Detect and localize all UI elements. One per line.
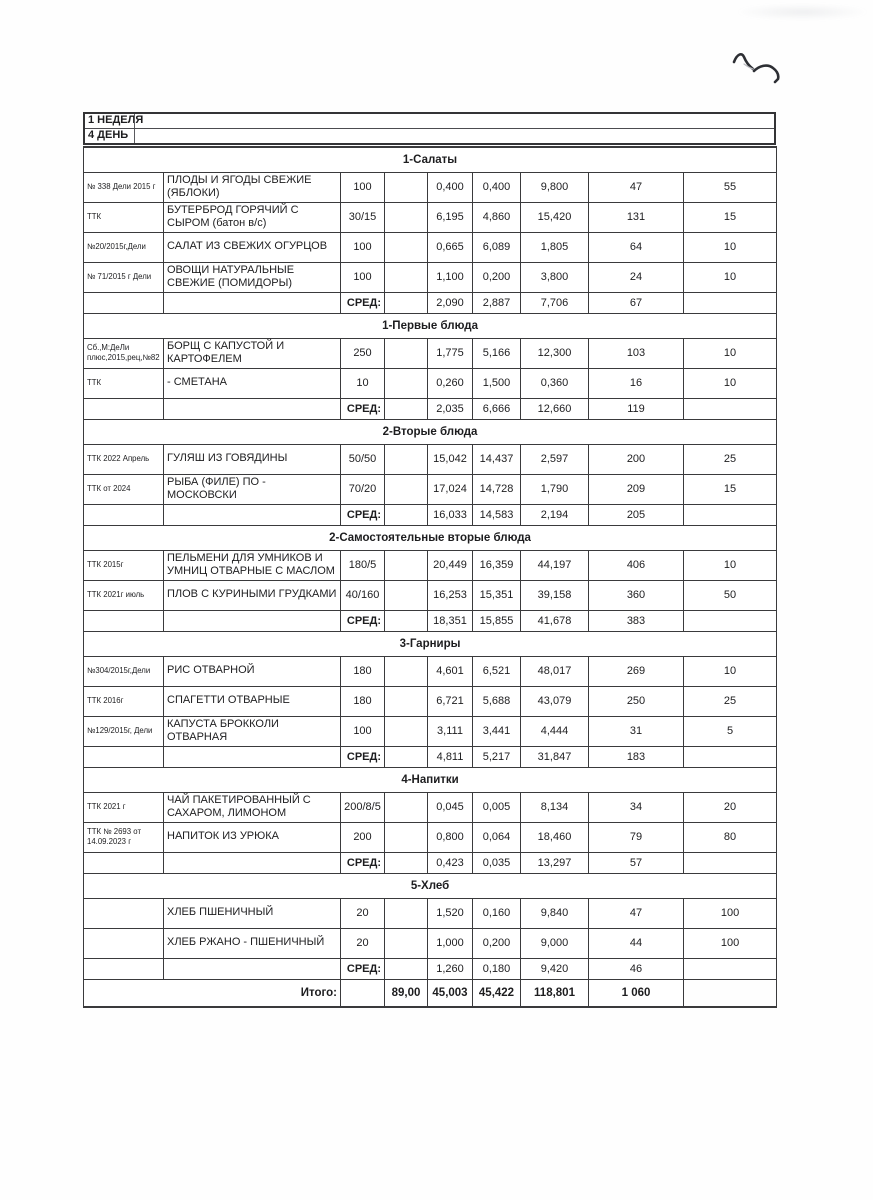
table-row bbox=[84, 368, 777, 398]
day-row bbox=[85, 128, 774, 143]
table-row bbox=[84, 147, 777, 172]
dish-name-cell: БОРЩ С КАПУСТОЙ И КАРТОФЕЛЕМ bbox=[164, 338, 341, 368]
empty-cell bbox=[385, 504, 428, 525]
portion-cell: 100 bbox=[341, 232, 385, 262]
menu-table bbox=[83, 146, 777, 1008]
value-cell: 15 bbox=[684, 474, 777, 504]
value-cell: 47 bbox=[589, 898, 684, 928]
empty-cell bbox=[385, 368, 428, 398]
empty-cell bbox=[164, 610, 341, 631]
portion-cell: 200 bbox=[341, 822, 385, 852]
value-cell: 44,197 bbox=[521, 550, 589, 580]
value-cell: 6,721 bbox=[428, 686, 473, 716]
value-cell: 47 bbox=[589, 172, 684, 202]
value-cell: 20 bbox=[684, 792, 777, 822]
value-cell: 4,860 bbox=[473, 202, 521, 232]
portion-cell: 100 bbox=[341, 716, 385, 746]
total-value-cell: 45,422 bbox=[473, 979, 521, 1007]
value-cell: 3,111 bbox=[428, 716, 473, 746]
section-header-row bbox=[84, 313, 777, 338]
portion-cell: 70/20 bbox=[341, 474, 385, 504]
empty-cell bbox=[385, 292, 428, 313]
avg-value-cell bbox=[684, 398, 777, 419]
avg-value-cell bbox=[684, 610, 777, 631]
total-value-cell: 1 060 bbox=[589, 979, 684, 1007]
value-cell: 0,045 bbox=[428, 792, 473, 822]
portion-cell: 180 bbox=[341, 656, 385, 686]
table-row bbox=[84, 550, 777, 580]
value-cell: 5,688 bbox=[473, 686, 521, 716]
value-cell: 5 bbox=[684, 716, 777, 746]
portion-cell: 100 bbox=[341, 262, 385, 292]
value-cell: 48,017 bbox=[521, 656, 589, 686]
table-row bbox=[84, 928, 777, 958]
empty-cell bbox=[385, 792, 428, 822]
avg-value-cell: 205 bbox=[589, 504, 684, 525]
section-header-row bbox=[84, 419, 777, 444]
portion-cell: 200/8/5 bbox=[341, 792, 385, 822]
table-row bbox=[84, 444, 777, 474]
value-cell: 6,521 bbox=[473, 656, 521, 686]
empty-cell bbox=[385, 686, 428, 716]
value-cell: 18,460 bbox=[521, 822, 589, 852]
avg-value-cell: 2,035 bbox=[428, 398, 473, 419]
empty-cell bbox=[84, 958, 164, 979]
section-title: 5-Хлеб bbox=[84, 873, 777, 898]
empty-cell bbox=[164, 292, 341, 313]
avg-value-cell: 0,423 bbox=[428, 852, 473, 873]
avg-value-cell: 46 bbox=[589, 958, 684, 979]
value-cell: 4,601 bbox=[428, 656, 473, 686]
table-row bbox=[84, 686, 777, 716]
value-cell: 31 bbox=[589, 716, 684, 746]
table-row bbox=[84, 172, 777, 202]
value-cell: 8,134 bbox=[521, 792, 589, 822]
table-row bbox=[84, 580, 777, 610]
dish-name-cell: ЧАЙ ПАКЕТИРОВАННЫЙ С САХАРОМ, ЛИМОНОМ bbox=[164, 792, 341, 822]
empty-cell bbox=[385, 398, 428, 419]
value-cell: 269 bbox=[589, 656, 684, 686]
value-cell: 1,000 bbox=[428, 928, 473, 958]
avg-value-cell: 0,180 bbox=[473, 958, 521, 979]
value-cell: 1,500 bbox=[473, 368, 521, 398]
value-cell: 15,420 bbox=[521, 202, 589, 232]
section-title: 4-Напитки bbox=[84, 767, 777, 792]
section-title: 2-Самостоятельные вторые блюда bbox=[84, 525, 777, 550]
value-cell: 17,024 bbox=[428, 474, 473, 504]
dish-name-cell: СПАГЕТТИ ОТВАРНЫЕ bbox=[164, 686, 341, 716]
week-row bbox=[85, 114, 774, 128]
empty-cell bbox=[385, 822, 428, 852]
value-cell: 1,805 bbox=[521, 232, 589, 262]
section-header-row bbox=[84, 767, 777, 792]
portion-cell: 50/50 bbox=[341, 444, 385, 474]
avg-value-cell: 383 bbox=[589, 610, 684, 631]
avg-value-cell: 2,194 bbox=[521, 504, 589, 525]
avg-label-cell: СРЕД: bbox=[341, 746, 385, 767]
avg-value-cell bbox=[684, 746, 777, 767]
recipe-ref-cell: №304/2015г,Дели bbox=[84, 656, 164, 686]
empty-cell bbox=[84, 398, 164, 419]
dish-name-cell: ОВОЩИ НАТУРАЛЬНЫЕ СВЕЖИЕ (ПОМИДОРЫ) bbox=[164, 262, 341, 292]
empty-cell bbox=[84, 292, 164, 313]
total-label-cell: Итого: bbox=[84, 979, 341, 1007]
value-cell: 3,800 bbox=[521, 262, 589, 292]
value-cell: 0,160 bbox=[473, 898, 521, 928]
avg-value-cell: 57 bbox=[589, 852, 684, 873]
value-cell: 43,079 bbox=[521, 686, 589, 716]
section-header-row bbox=[84, 525, 777, 550]
avg-value-cell: 4,811 bbox=[428, 746, 473, 767]
recipe-ref-cell: ТТК bbox=[84, 368, 164, 398]
table-row bbox=[84, 474, 777, 504]
value-cell: 100 bbox=[684, 898, 777, 928]
value-cell: 0,360 bbox=[521, 368, 589, 398]
pen-squiggle-mark bbox=[690, 38, 810, 108]
empty-cell bbox=[84, 610, 164, 631]
empty-cell bbox=[164, 852, 341, 873]
value-cell: 24 bbox=[589, 262, 684, 292]
empty-cell bbox=[385, 338, 428, 368]
empty-cell bbox=[385, 550, 428, 580]
value-cell: 15 bbox=[684, 202, 777, 232]
avg-value-cell: 14,583 bbox=[473, 504, 521, 525]
value-cell: 34 bbox=[589, 792, 684, 822]
week-day-header bbox=[83, 112, 776, 145]
recipe-ref-cell: ТТК bbox=[84, 202, 164, 232]
recipe-ref-cell: ТТК № 2693 от 14.09.2023 г bbox=[84, 822, 164, 852]
value-cell: 20,449 bbox=[428, 550, 473, 580]
value-cell: 79 bbox=[589, 822, 684, 852]
empty-cell bbox=[164, 958, 341, 979]
table-row bbox=[84, 292, 777, 313]
avg-value-cell: 2,887 bbox=[473, 292, 521, 313]
value-cell: 50 bbox=[684, 580, 777, 610]
value-cell: 15,351 bbox=[473, 580, 521, 610]
value-cell: 80 bbox=[684, 822, 777, 852]
value-cell: 10 bbox=[684, 550, 777, 580]
avg-value-cell: 67 bbox=[589, 292, 684, 313]
portion-cell: 100 bbox=[341, 172, 385, 202]
recipe-ref-cell: № 338 Дели 2015 г bbox=[84, 172, 164, 202]
dish-name-cell: НАПИТОК ИЗ УРЮКА bbox=[164, 822, 341, 852]
value-cell: 9,840 bbox=[521, 898, 589, 928]
avg-value-cell: 41,678 bbox=[521, 610, 589, 631]
value-cell: 39,158 bbox=[521, 580, 589, 610]
recipe-ref-cell: Сб.,М:ДеЛи плюс,2015,рец,№82 bbox=[84, 338, 164, 368]
empty-cell bbox=[385, 232, 428, 262]
value-cell: 16 bbox=[589, 368, 684, 398]
recipe-ref-cell: №20/2015г,Дели bbox=[84, 232, 164, 262]
recipe-ref-cell: ТТК 2021г июль bbox=[84, 580, 164, 610]
table-row bbox=[84, 716, 777, 746]
value-cell: 360 bbox=[589, 580, 684, 610]
avg-value-cell: 2,090 bbox=[428, 292, 473, 313]
dish-name-cell: САЛАТ ИЗ СВЕЖИХ ОГУРЦОВ bbox=[164, 232, 341, 262]
value-cell: 0,400 bbox=[428, 172, 473, 202]
value-cell: 0,200 bbox=[473, 928, 521, 958]
value-cell: 0,064 bbox=[473, 822, 521, 852]
avg-value-cell: 12,660 bbox=[521, 398, 589, 419]
dish-name-cell: ХЛЕБ ПШЕНИЧНЫЙ bbox=[164, 898, 341, 928]
table-row bbox=[84, 746, 777, 767]
dish-name-cell: ПЛОВ С КУРИНЫМИ ГРУДКАМИ bbox=[164, 580, 341, 610]
table-row bbox=[84, 202, 777, 232]
value-cell: 1,775 bbox=[428, 338, 473, 368]
table-row bbox=[84, 898, 777, 928]
dish-name-cell: КАПУСТА БРОККОЛИ ОТВАРНАЯ bbox=[164, 716, 341, 746]
section-title: 1-Первые блюда bbox=[84, 313, 777, 338]
value-cell: 131 bbox=[589, 202, 684, 232]
table-row bbox=[84, 792, 777, 822]
section-header-row bbox=[84, 873, 777, 898]
section-title: 3-Гарниры bbox=[84, 631, 777, 656]
empty-cell bbox=[84, 504, 164, 525]
total-qty-cell: 89,00 bbox=[385, 979, 428, 1007]
value-cell: 25 bbox=[684, 686, 777, 716]
table-row bbox=[84, 398, 777, 419]
dish-name-cell: - СМЕТАНА bbox=[164, 368, 341, 398]
portion-cell: 180/5 bbox=[341, 550, 385, 580]
avg-value-cell: 7,706 bbox=[521, 292, 589, 313]
avg-value-cell: 15,855 bbox=[473, 610, 521, 631]
value-cell: 25 bbox=[684, 444, 777, 474]
avg-value-cell: 18,351 bbox=[428, 610, 473, 631]
dish-name-cell: БУТЕРБРОД ГОРЯЧИЙ С СЫРОМ (батон в/с) bbox=[164, 202, 341, 232]
value-cell: 1,520 bbox=[428, 898, 473, 928]
table-row bbox=[84, 852, 777, 873]
section-title: 2-Вторые блюда bbox=[84, 419, 777, 444]
value-cell: 250 bbox=[589, 686, 684, 716]
recipe-ref-cell: № 71/2015 г Дели bbox=[84, 262, 164, 292]
value-cell: 5,166 bbox=[473, 338, 521, 368]
value-cell: 9,800 bbox=[521, 172, 589, 202]
empty-cell bbox=[385, 898, 428, 928]
table-row bbox=[84, 979, 777, 1007]
value-cell: 10 bbox=[684, 262, 777, 292]
recipe-ref-cell: №129/2015г, Дели bbox=[84, 716, 164, 746]
avg-value-cell bbox=[684, 852, 777, 873]
empty-cell bbox=[385, 474, 428, 504]
table-row bbox=[84, 822, 777, 852]
empty-cell bbox=[385, 852, 428, 873]
value-cell: 103 bbox=[589, 338, 684, 368]
value-cell: 3,441 bbox=[473, 716, 521, 746]
empty-cell bbox=[385, 580, 428, 610]
avg-label-cell: СРЕД: bbox=[341, 852, 385, 873]
recipe-ref-cell bbox=[84, 928, 164, 958]
empty-cell bbox=[385, 958, 428, 979]
value-cell: 0,200 bbox=[473, 262, 521, 292]
dish-name-cell: ПЛОДЫ И ЯГОДЫ СВЕЖИЕ (ЯБЛОКИ) bbox=[164, 172, 341, 202]
avg-value-cell: 119 bbox=[589, 398, 684, 419]
avg-value-cell: 9,420 bbox=[521, 958, 589, 979]
value-cell: 14,728 bbox=[473, 474, 521, 504]
recipe-ref-cell: ТТК 2022 Апрель bbox=[84, 444, 164, 474]
avg-label-cell: СРЕД: bbox=[341, 398, 385, 419]
empty-cell bbox=[385, 444, 428, 474]
portion-cell: 10 bbox=[341, 368, 385, 398]
dish-name-cell: ПЕЛЬМЕНИ ДЛЯ УМНИКОВ И УМНИЦ ОТВАРНЫЕ С МАСЛОМ bbox=[164, 550, 341, 580]
table-row bbox=[84, 232, 777, 262]
avg-value-cell bbox=[684, 504, 777, 525]
avg-value-cell: 16,033 bbox=[428, 504, 473, 525]
table-row bbox=[84, 958, 777, 979]
empty-cell bbox=[341, 979, 385, 1007]
value-cell: 4,444 bbox=[521, 716, 589, 746]
value-cell: 0,400 bbox=[473, 172, 521, 202]
empty-cell bbox=[164, 746, 341, 767]
value-cell: 1,100 bbox=[428, 262, 473, 292]
value-cell: 10 bbox=[684, 232, 777, 262]
empty-cell bbox=[84, 852, 164, 873]
recipe-ref-cell: ТТК 2016г bbox=[84, 686, 164, 716]
empty-cell bbox=[385, 716, 428, 746]
scan-smudge bbox=[735, 4, 870, 20]
section-title: 1-Салаты bbox=[84, 147, 777, 172]
avg-value-cell: 5,217 bbox=[473, 746, 521, 767]
portion-cell: 20 bbox=[341, 928, 385, 958]
value-cell: 12,300 bbox=[521, 338, 589, 368]
value-cell: 6,195 bbox=[428, 202, 473, 232]
empty-cell bbox=[385, 262, 428, 292]
value-cell: 15,042 bbox=[428, 444, 473, 474]
value-cell: 0,260 bbox=[428, 368, 473, 398]
value-cell: 6,089 bbox=[473, 232, 521, 262]
dish-name-cell: ХЛЕБ РЖАНО - ПШЕНИЧНЫЙ bbox=[164, 928, 341, 958]
day-label: 4 ДЕНЬ bbox=[88, 129, 129, 141]
value-cell: 0,005 bbox=[473, 792, 521, 822]
value-cell: 16,253 bbox=[428, 580, 473, 610]
avg-value-cell: 1,260 bbox=[428, 958, 473, 979]
value-cell: 100 bbox=[684, 928, 777, 958]
empty-cell bbox=[84, 746, 164, 767]
empty-cell bbox=[385, 610, 428, 631]
recipe-ref-cell: ТТК 2021 г bbox=[84, 792, 164, 822]
empty-cell bbox=[385, 172, 428, 202]
value-cell: 10 bbox=[684, 338, 777, 368]
recipe-ref-cell: ТТК 2015г bbox=[84, 550, 164, 580]
empty-cell bbox=[164, 398, 341, 419]
value-cell: 209 bbox=[589, 474, 684, 504]
empty-cell bbox=[385, 746, 428, 767]
value-cell: 0,665 bbox=[428, 232, 473, 262]
total-value-cell: 118,801 bbox=[521, 979, 589, 1007]
table-row bbox=[84, 656, 777, 686]
value-cell: 1,790 bbox=[521, 474, 589, 504]
avg-value-cell: 0,035 bbox=[473, 852, 521, 873]
portion-cell: 30/15 bbox=[341, 202, 385, 232]
table-row bbox=[84, 504, 777, 525]
value-cell: 9,000 bbox=[521, 928, 589, 958]
table-row bbox=[84, 610, 777, 631]
portion-cell: 40/160 bbox=[341, 580, 385, 610]
avg-value-cell: 183 bbox=[589, 746, 684, 767]
avg-label-cell: СРЕД: bbox=[341, 292, 385, 313]
portion-cell: 250 bbox=[341, 338, 385, 368]
table-row bbox=[84, 338, 777, 368]
table-row bbox=[84, 262, 777, 292]
value-cell: 10 bbox=[684, 656, 777, 686]
dish-name-cell: РИС ОТВАРНОЙ bbox=[164, 656, 341, 686]
section-header-row bbox=[84, 631, 777, 656]
avg-label-cell: СРЕД: bbox=[341, 504, 385, 525]
empty-cell bbox=[385, 202, 428, 232]
ghost-cell bbox=[684, 979, 777, 1007]
value-cell: 14,437 bbox=[473, 444, 521, 474]
portion-cell: 20 bbox=[341, 898, 385, 928]
week-label: 1 НЕДЕЛЯ bbox=[88, 114, 144, 126]
value-cell: 0,800 bbox=[428, 822, 473, 852]
empty-cell bbox=[385, 656, 428, 686]
value-cell: 10 bbox=[684, 368, 777, 398]
value-cell: 64 bbox=[589, 232, 684, 262]
total-value-cell: 45,003 bbox=[428, 979, 473, 1007]
recipe-ref-cell bbox=[84, 898, 164, 928]
value-cell: 406 bbox=[589, 550, 684, 580]
avg-value-cell: 13,297 bbox=[521, 852, 589, 873]
empty-cell bbox=[164, 504, 341, 525]
value-cell: 55 bbox=[684, 172, 777, 202]
dish-name-cell: ГУЛЯШ ИЗ ГОВЯДИНЫ bbox=[164, 444, 341, 474]
recipe-ref-cell: ТТК от 2024 bbox=[84, 474, 164, 504]
value-cell: 2,597 bbox=[521, 444, 589, 474]
avg-value-cell: 6,666 bbox=[473, 398, 521, 419]
dish-name-cell: РЫБА (ФИЛЕ) ПО - МОСКОВСКИ bbox=[164, 474, 341, 504]
avg-label-cell: СРЕД: bbox=[341, 610, 385, 631]
empty-cell bbox=[385, 928, 428, 958]
portion-cell: 180 bbox=[341, 686, 385, 716]
value-cell: 200 bbox=[589, 444, 684, 474]
avg-value-cell bbox=[684, 292, 777, 313]
value-cell: 16,359 bbox=[473, 550, 521, 580]
avg-value-cell bbox=[684, 958, 777, 979]
avg-value-cell: 31,847 bbox=[521, 746, 589, 767]
avg-label-cell: СРЕД: bbox=[341, 958, 385, 979]
value-cell: 44 bbox=[589, 928, 684, 958]
